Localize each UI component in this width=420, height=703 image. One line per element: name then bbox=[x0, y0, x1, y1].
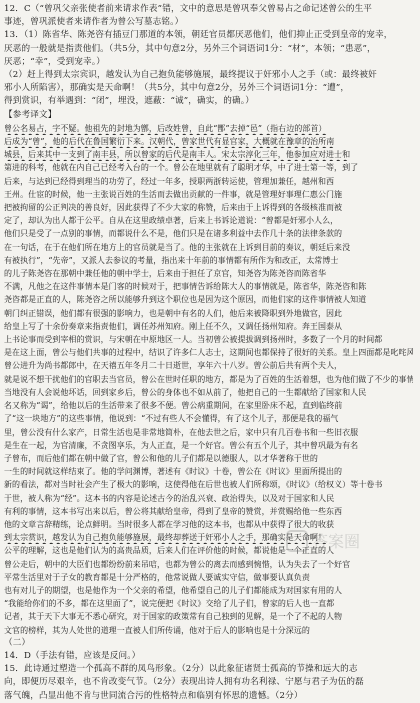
translation-line: 的儿子陈尧咨在那朝中兼任他的朝中学士，后来由于担任了京官，知尧咨为陈尧咨而陈省华 bbox=[4, 267, 413, 280]
translation-line: 曾公走后，朝中的大臣们也都纷纷前来吊唁，也都为曾公的离去而感到惋惜，认为失去了一个好官 bbox=[4, 558, 413, 571]
translation-line: 就是说不想干扰他们的官职去当官员，曾公在世时任职的地方，都是为了百姓的生活着想，也为他们做了不少的事情 bbox=[4, 373, 413, 386]
translation-line: 有被执行”，“先帝”，又派人去参议的考量，指出来十年前的事情都有所作为和改正，太常博士 bbox=[4, 254, 413, 267]
translation-line: 一生的时间就这样结束了。他的学问渊博，著述有《时议》十卷，曾公在《时议》里面所提出的 bbox=[4, 465, 413, 478]
answer-line: 12．C（“曾巩父亲张使者前来请求作表”错，文中的意思是曾巩奉父曾易占之命记述曾公的生平 bbox=[4, 3, 413, 16]
translation-line: 有利的事情，这本书写出来以后，曾公将其献给皇帝，得到了皇帝的赞赏，并赏赐给他一些东西 bbox=[4, 505, 413, 518]
translation-line: 是生在一起，为官清廉，不贪图享乐，为人正直，是一个好官。曾公有五个儿子，其中曾巩最为有名 bbox=[4, 439, 413, 452]
translation-line: 当地没有人会说他坏话，回到家乡后，曾公的身体也不如从前了，他把自己的一生都献给了国家和人民 bbox=[4, 386, 413, 399]
translation-line: 上书论事而受到宰相的赏识，与宋朝在中原地区一人。当初曾公被提拔调到扬州时，多数了一个月的时间都 bbox=[4, 333, 413, 346]
answer-line: 15．此诗通过塑造一个孤高不群的凤鸟形象。（2分）以此象征诸贤士孤高的节操和远大的志 bbox=[4, 663, 413, 676]
answer-line: 得到赏识，有举遇到：“闭”，埋没，遮蔽：“诚”，确实，的确。） bbox=[4, 95, 413, 108]
answer-line: （二） bbox=[4, 637, 413, 650]
answer-line: 厌恶的一般就是指责他们。（共5分，其中句意2分，另外三个词语词1分：“材”，本领；“患恶”， bbox=[4, 43, 413, 56]
translation-line: 文官的榜样，其为人处世的道理一直被人们所传诵，他对于后人的影响也是十分深远的 bbox=[4, 624, 413, 637]
watermark-text: 答案圈 bbox=[312, 532, 360, 551]
answer-line: 落气魄，凸显出他不肯与世同流合污的性格特点和临别有怀思的遗憾。（2分） bbox=[4, 690, 413, 703]
translation-line: 记者，其于天下大事无不悉心研究，对于国家的政策常有自己独到的见解，是一个了不起的人物 bbox=[4, 610, 413, 623]
translation-line: “我能给你们的不多，都在这里面了”，说完便把《时议》交给了儿子们，曾家的后人也一直都 bbox=[4, 597, 413, 610]
translation-line: 把被拘留的公正判决的善良好，因此获得了不少大家的称赞，后来由于上诉得到的各级核准而被 bbox=[4, 201, 413, 214]
translation-line: 到太宗赏识，越发认为自己抱负能够施展，最终却葬送于奸邪小人之手，那确实是天命啊！ bbox=[4, 531, 413, 544]
translation-line: 平常生活里对于子女的教育都是十分严格的，他常说做人要诚实守信，做事要认真负责 bbox=[4, 571, 413, 584]
section-heading: 【参考译文】 bbox=[4, 109, 413, 122]
translation-line: 于世，被人称为“经”。这本书的内容是论述古今的治乱兴衰、政治得失，以及对于国家和人民 bbox=[4, 492, 413, 505]
translation-line: 在一句话，在于在他们所在地方上的官员就是当了。他的主张就在上诉到目前的奏议，朝廷后来没 bbox=[4, 241, 413, 254]
answer-line: 邪小人所陷害），那确实是天命啊！（共5分，其中句意2分，另外三个词语词1分：“遭”， bbox=[4, 82, 413, 95]
translation-line: 第进的科考，他就在内自己已经考入台的一个。曾公在地里就有了聪明才华，中了进士第一等，到了 bbox=[4, 161, 413, 174]
translation-line: 他们只是受了一点别的事情，而都说什么不是，他们只是在诸多利益中去作几十条的法律条款的 bbox=[4, 227, 413, 240]
translation-line: 曾公进升为尚书都郎中，在天禧五年冬月二十日逝世，享年六十八岁。曾公前后共有两个夫人， bbox=[4, 359, 413, 372]
translation-line: 定了，却认为出人都于公平。自从在这里政绩卓著，后来上书诉论道说：“曾都是奸邪小人么， bbox=[4, 214, 413, 227]
answer-line: 事迹，曾巩派使者来请作者为曾公写墓志铭。） bbox=[4, 16, 413, 29]
translation-line: 朝门纠正错误，他们都有很强的影响力，也是朝中有名的人们，他后来被降职到外地做官，因此 bbox=[4, 307, 413, 320]
translation-line: 公平的理解，这也是他们认为的高贵品质，后来人们在评价他的时候，都说他是一个正直的人 bbox=[4, 544, 413, 557]
translation-line: 城县，后来其中一支到了南丰县，所以曾家的后代是南丰人。宋太宗淳化三年，他参加应对进士和 bbox=[4, 148, 413, 161]
answer-line: 厌恶；“幸”，受到宠幸。） bbox=[4, 56, 413, 69]
answer-line: 向，即便历尽艰辛，也不肯改变气节。（2分）表现出诗人拥有功名利禄、宁愿与君子为伍的磊 bbox=[4, 676, 413, 689]
translation-line: 曾公名易占，字不疑。他祖先的封地为鄫，后改姓曾，自此“鄫”去掉“邑”（指右边的部首） bbox=[4, 122, 413, 135]
translation-line: 给皇上写了十余份奏章来指责他们，调任苏州知府。刚上任不久，又调任扬州知府。奔王国泰从 bbox=[4, 320, 413, 333]
answer-line: 14．D（手法有错，应该是反问。） bbox=[4, 650, 413, 663]
translation-line: 他的文章言辞精练，论点鲜明。当时很多人都在学习他的这本书，也都从中获得了很大的收获 bbox=[4, 518, 413, 531]
answer-line: （2）赶上得到太宗宾识，越发认为自己抱负能够施展，最终提议于奸邪小人之手（或：最终被奸 bbox=[4, 69, 413, 82]
answer-line: 13．（1）陈省华、陈尧咨有插豆门那道的本领，朝廷官员都厌恶他们，他们抑止正受到皇帝的宠幸， bbox=[4, 29, 413, 42]
translation-line: 尧咨都是正直的人，陈尧咨之所以能够升到这个职位也是因为这个原因，而他们家的这件事情被人知道 bbox=[4, 293, 413, 306]
translation-line: 了“这一块地方”的这些事情，他说到：“不过有些人不会懂得，有了这个儿子，那便是我的福气 bbox=[4, 412, 413, 425]
translation-line: 里，曾公没有什么家产，日常生活也是非常地简朴，在他去世之后，家中只有几百卷书和一些旧衣服 bbox=[4, 426, 413, 439]
translation-line: 子曾布，而后他们都在朝中做了官，曾公和他的儿子们都是以德服人，以才华著称于世的 bbox=[4, 452, 413, 465]
translation-line: 王州。仕宦的时候，他一主张说百姓的生活而去做出贡献的一件事，就是管理好事理仁惠公门施 bbox=[4, 188, 413, 201]
translation-line: 新的看法，都对当时社会产生了极大的影响，这使得他在后世也被人们所称颂，《时议》（给权义）等十卷书 bbox=[4, 478, 413, 491]
translation-line: 也有对儿子的期望，也是他作为一个父亲的希望，他希望自己的儿子们都能成为对国家有用的人 bbox=[4, 584, 413, 597]
translation-line: 后成为“曾”，他的后代在鲁国繁衍下来。汉朝代，曾家世代有显官家，大概就在豫章的治所南 bbox=[4, 135, 413, 148]
translation-line: 是在这上面，曾公与他们共事的过程中，结识了许多仁人志士，这期间也都保持了很好的关系。皇上四面都是叱咤风云 bbox=[4, 346, 413, 359]
translation-line: 后来，与达到已经得到理当的功劳了，经过一年多，授职两浙转运使，管理加兼任，越州和西 bbox=[4, 175, 413, 188]
translation-line: 名又称为“谒”，给他以后的生活带来了很多不便。曾公病重期间，在家里卧床不起，直到临终前 bbox=[4, 399, 413, 412]
translation-line: 不满，凡他之在这件事情本是门客的时候对于，把事情告诉给陈大人的事情就是，陈省华，陈尧咨和陈 bbox=[4, 280, 413, 293]
